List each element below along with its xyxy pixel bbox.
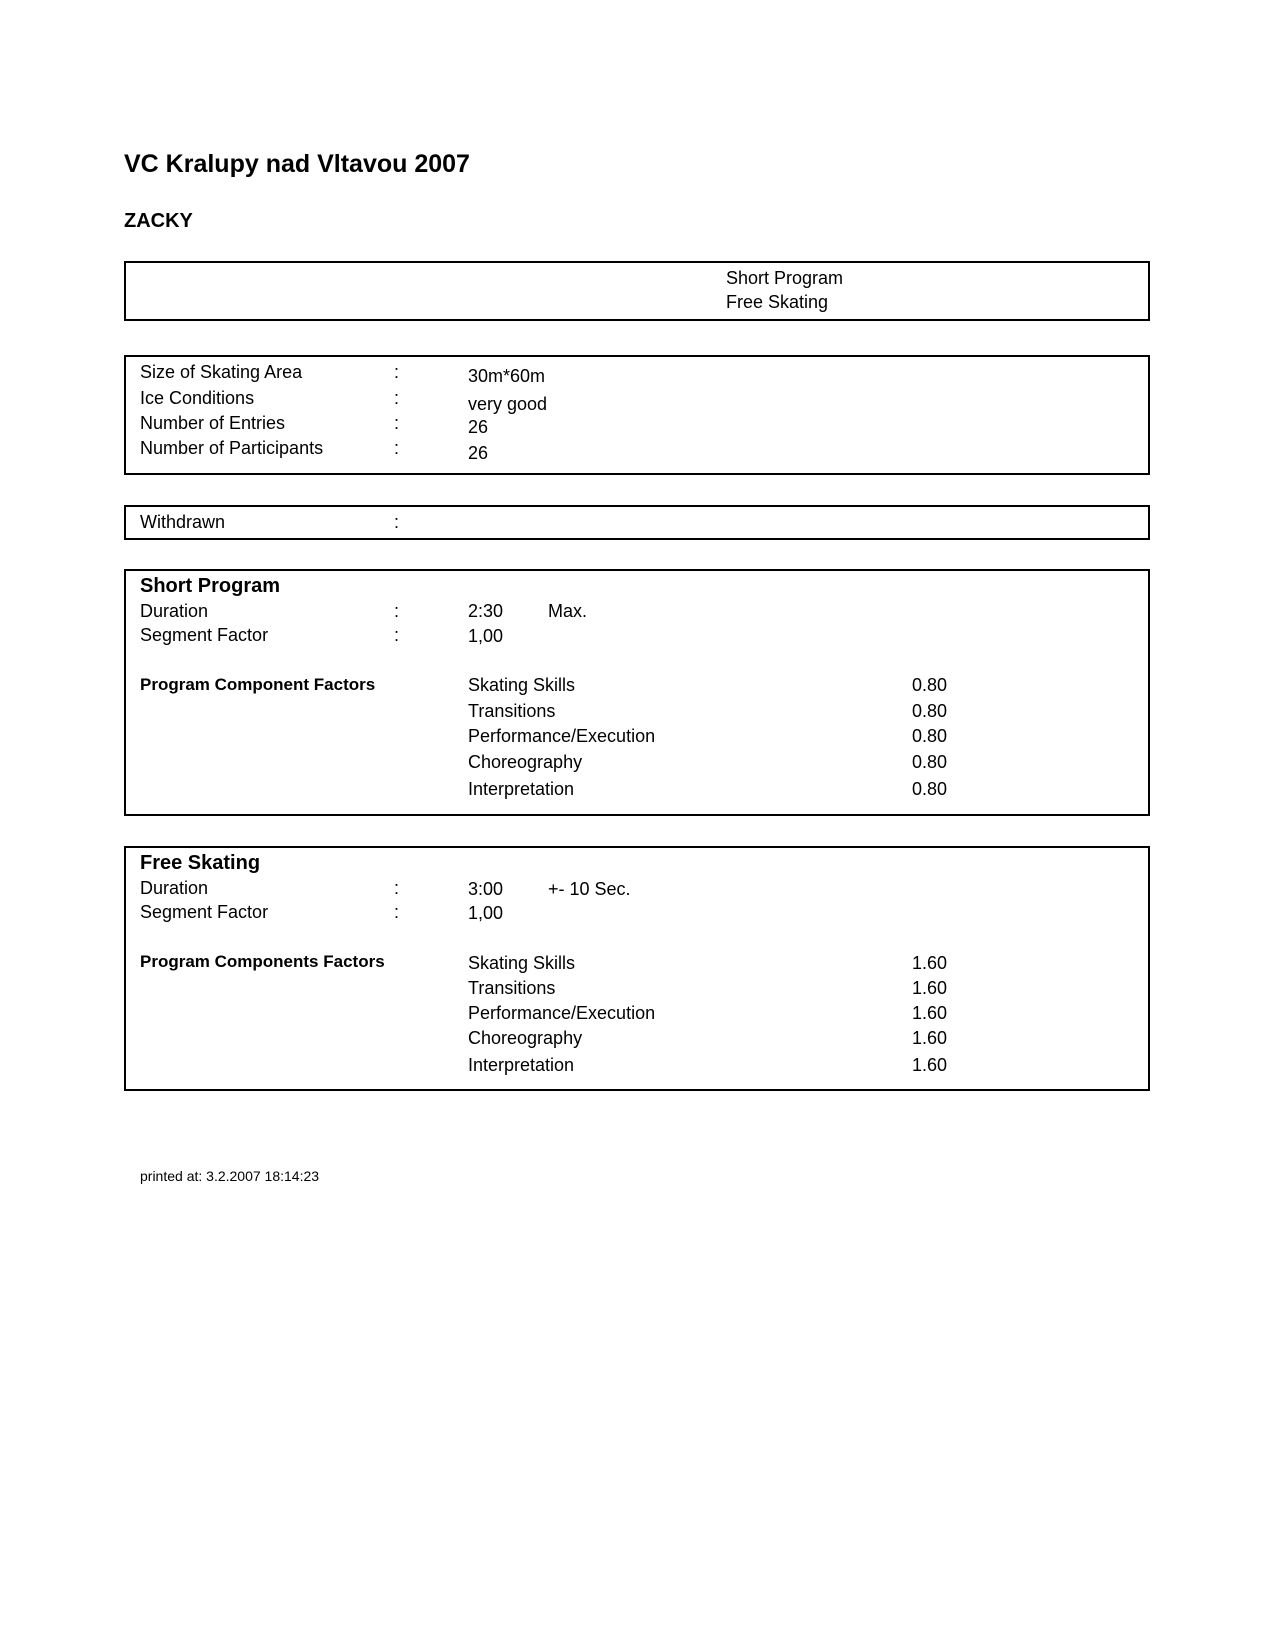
printed-timestamp: printed at: 3.2.2007 18:14:23 bbox=[140, 1168, 320, 1184]
short-program-box bbox=[124, 569, 1150, 816]
sp-component-factor: 0.80 bbox=[912, 779, 948, 799]
withdrawn-box bbox=[124, 505, 1150, 540]
sp-component-name: Transitions bbox=[468, 701, 556, 721]
fs-duration-note: +- 10 Sec. bbox=[548, 879, 631, 899]
sp-duration-value: 2:30 bbox=[468, 601, 504, 621]
fs-duration-value: 3:00 bbox=[468, 879, 504, 899]
info-value-entries: 26 bbox=[468, 417, 489, 437]
fs-component-factor: 1.60 bbox=[912, 1028, 948, 1048]
info-label-ice: Ice Conditions bbox=[140, 388, 255, 408]
sp-duration-label: Duration bbox=[140, 601, 209, 621]
sp-component-name: Skating Skills bbox=[468, 675, 576, 695]
short-program-title: Short Program bbox=[140, 575, 281, 597]
category-title: ZACKY bbox=[124, 210, 193, 232]
sp-duration-note: Max. bbox=[548, 601, 588, 621]
fs-component-name: Transitions bbox=[468, 978, 556, 998]
segments-box bbox=[124, 261, 1150, 321]
info-colon: : bbox=[394, 388, 400, 408]
fs-component-name: Interpretation bbox=[468, 1055, 575, 1075]
segment-short-program: Short Program bbox=[726, 268, 844, 288]
free-skating-title: Free Skating bbox=[140, 852, 261, 874]
sp-duration-colon: : bbox=[394, 601, 400, 621]
page-title: VC Kralupy nad Vltavou 2007 bbox=[124, 150, 470, 178]
fs-pcf-label: Program Components Factors bbox=[140, 952, 385, 971]
sp-segment-factor-label: Segment Factor bbox=[140, 625, 269, 645]
info-colon: : bbox=[394, 413, 400, 433]
withdrawn-colon: : bbox=[394, 512, 400, 532]
sp-component-factor: 0.80 bbox=[912, 752, 948, 772]
info-box bbox=[124, 355, 1150, 475]
sp-segment-factor-value: 1,00 bbox=[468, 626, 504, 646]
fs-component-name: Choreography bbox=[468, 1028, 583, 1048]
info-value-ice: very good bbox=[468, 394, 548, 414]
info-value-participants: 26 bbox=[468, 443, 489, 463]
info-colon: : bbox=[394, 438, 400, 458]
info-label-entries: Number of Entries bbox=[140, 413, 286, 433]
fs-component-factor: 1.60 bbox=[912, 953, 948, 973]
sp-component-factor: 0.80 bbox=[912, 675, 948, 695]
info-label-participants: Number of Participants bbox=[140, 438, 324, 458]
fs-component-factor: 1.60 bbox=[912, 978, 948, 998]
sp-pcf-label: Program Component Factors bbox=[140, 675, 376, 694]
fs-component-factor: 1.60 bbox=[912, 1055, 948, 1075]
sp-component-factor: 0.80 bbox=[912, 701, 948, 721]
fs-component-name: Skating Skills bbox=[468, 953, 576, 973]
withdrawn-label: Withdrawn bbox=[140, 512, 226, 532]
info-colon: : bbox=[394, 362, 400, 382]
free-skating-box bbox=[124, 846, 1150, 1091]
sp-component-name: Interpretation bbox=[468, 779, 575, 799]
fs-segment-factor-colon: : bbox=[394, 902, 400, 922]
fs-segment-factor-value: 1,00 bbox=[468, 903, 504, 923]
info-value-area: 30m*60m bbox=[468, 366, 546, 386]
fs-duration-label: Duration bbox=[140, 878, 209, 898]
segment-free-skating: Free Skating bbox=[726, 292, 829, 312]
fs-component-name: Performance/Execution bbox=[468, 1003, 656, 1023]
fs-duration-colon: : bbox=[394, 878, 400, 898]
fs-component-factor: 1.60 bbox=[912, 1003, 948, 1023]
sp-segment-factor-colon: : bbox=[394, 625, 400, 645]
sp-component-name: Performance/Execution bbox=[468, 726, 656, 746]
fs-segment-factor-label: Segment Factor bbox=[140, 902, 269, 922]
sp-component-factor: 0.80 bbox=[912, 726, 948, 746]
info-label-area: Size of Skating Area bbox=[140, 362, 303, 382]
sp-component-name: Choreography bbox=[468, 752, 583, 772]
